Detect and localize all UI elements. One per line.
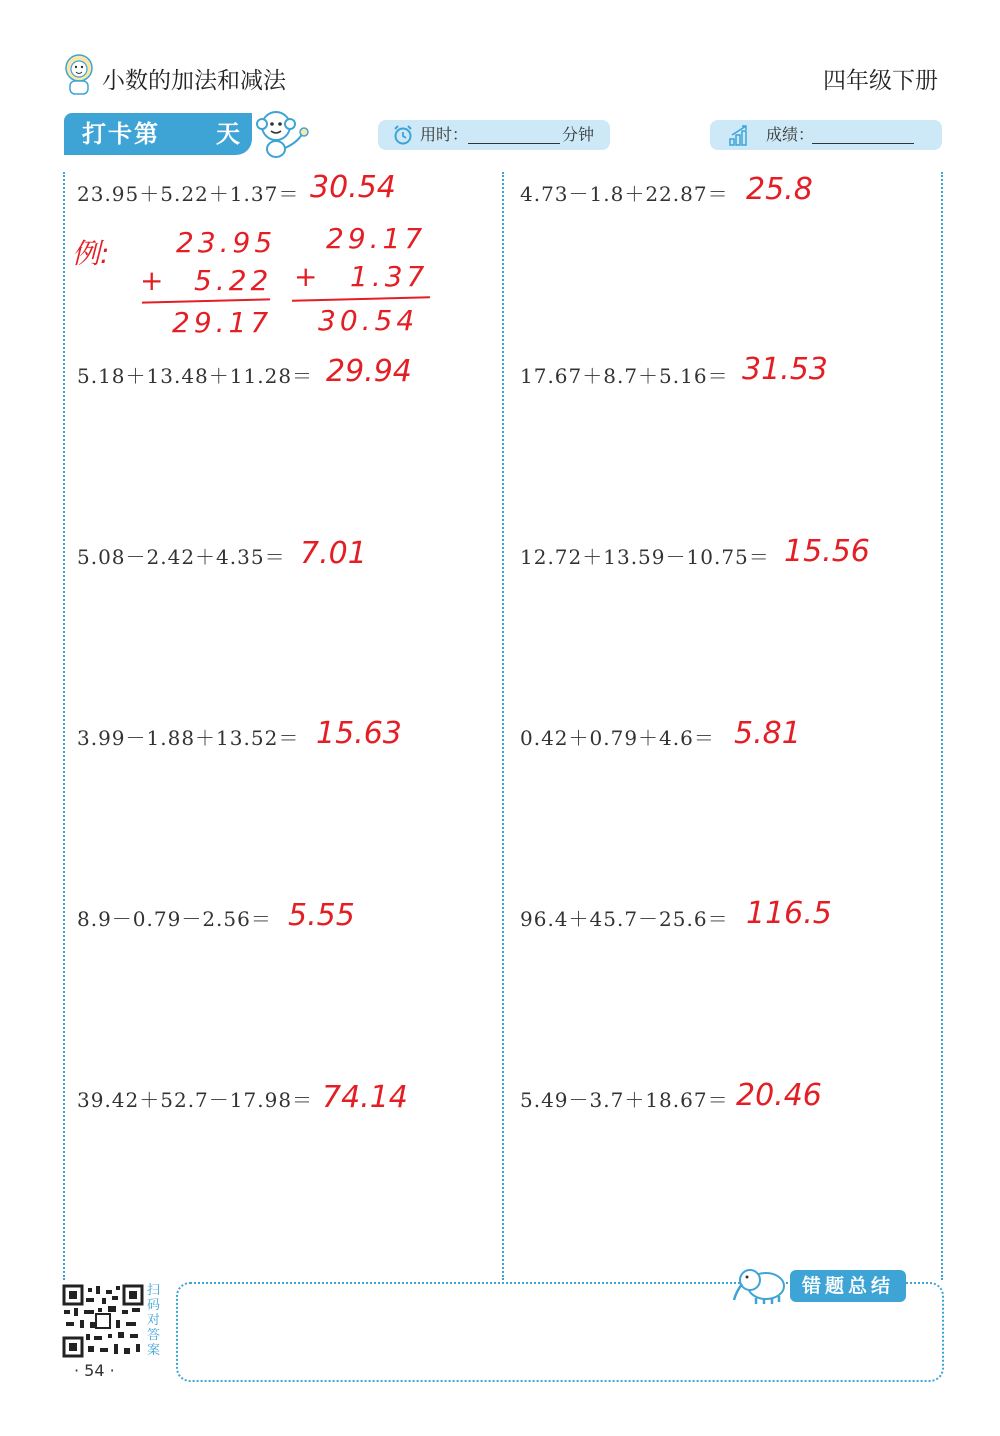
handwritten-answer: 15.63 [316, 716, 402, 751]
alarm-clock-icon [392, 124, 414, 146]
checkin-banner [64, 113, 252, 155]
grade-label: 四年级下册 [823, 68, 938, 94]
bar-chart-icon [728, 123, 752, 147]
frame-left-border [63, 172, 65, 1280]
handwritten-answer: 5.81 [734, 716, 801, 751]
lion-logo-icon [60, 52, 98, 96]
score-blank[interactable] [812, 143, 914, 144]
page-title: 小数的加法和减法 [102, 68, 286, 94]
handwritten-answer: 30.54 [310, 170, 396, 205]
handwritten-answer: 15.56 [784, 534, 870, 569]
page-number: · 54 · [74, 1361, 115, 1380]
example-col1-top: 23.95 [176, 226, 277, 259]
scan-for-answers-label: 扫码对答案 [147, 1283, 161, 1358]
handwritten-answer: 7.01 [300, 536, 367, 571]
time-box [378, 120, 610, 150]
problem-expression: 23.95＋5.22＋1.37＝ [77, 182, 300, 206]
wrong-summary-tag: 错题总结 [790, 1270, 906, 1302]
time-unit: 分钟 [562, 125, 595, 144]
example-col2-add: 1.37 [350, 260, 429, 293]
monkey-mascot-icon [250, 104, 312, 160]
handwritten-answer: 116.5 [746, 896, 832, 931]
example-col1-rule [142, 298, 270, 303]
problem-expression: 5.18＋13.48＋11.28＝ [77, 364, 314, 388]
example-col2-rule [292, 296, 430, 302]
handwritten-answer: 5.55 [288, 898, 355, 933]
checkin-suffix: 天 [216, 120, 240, 148]
qr-code-icon [62, 1284, 144, 1358]
handwritten-answer: 74.14 [322, 1080, 408, 1115]
example-col2-sum: 30.54 [318, 304, 419, 337]
checkin-prefix: 打卡第 [82, 120, 160, 148]
example-col1-sum: 29.17 [172, 306, 273, 339]
problem-expression: 8.9－0.79－2.56＝ [77, 907, 272, 931]
problem-expression: 96.4＋45.7－25.6＝ [520, 907, 729, 931]
handwritten-answer: 25.8 [746, 172, 813, 207]
handwritten-answer: 31.53 [742, 352, 828, 387]
problem-expression: 5.08－2.42＋4.35＝ [77, 545, 286, 569]
problem-expression: 12.72＋13.59－10.75＝ [520, 545, 770, 569]
handwritten-answer: 29.94 [326, 354, 412, 389]
frame-right-border [941, 172, 943, 1280]
problem-expression: 17.67＋8.7＋5.16＝ [520, 364, 729, 388]
example-col2-top: 29.17 [326, 222, 427, 255]
problem-expression: 39.42＋52.7－17.98＝ [77, 1088, 314, 1112]
problem-expression: 4.73－1.8＋22.87＝ [520, 182, 729, 206]
score-label: 成绩： [766, 125, 815, 144]
problem-expression: 0.42＋0.79＋4.6＝ [520, 726, 715, 750]
example-col1-op: + [140, 264, 164, 297]
problem-expression: 5.49－3.7＋18.67＝ [520, 1088, 729, 1112]
problem-expression: 3.99－1.88＋13.52＝ [77, 726, 300, 750]
time-label: 用时： [420, 125, 469, 144]
example-col2-op: + [294, 260, 318, 293]
time-blank[interactable] [468, 143, 560, 144]
example-label: 例: [72, 237, 110, 270]
frame-center-divider [502, 172, 504, 1280]
example-col1-add: 5.22 [194, 264, 273, 297]
score-box [710, 120, 942, 150]
handwritten-answer: 20.46 [736, 1078, 822, 1113]
elephant-mascot-icon [732, 1262, 792, 1306]
